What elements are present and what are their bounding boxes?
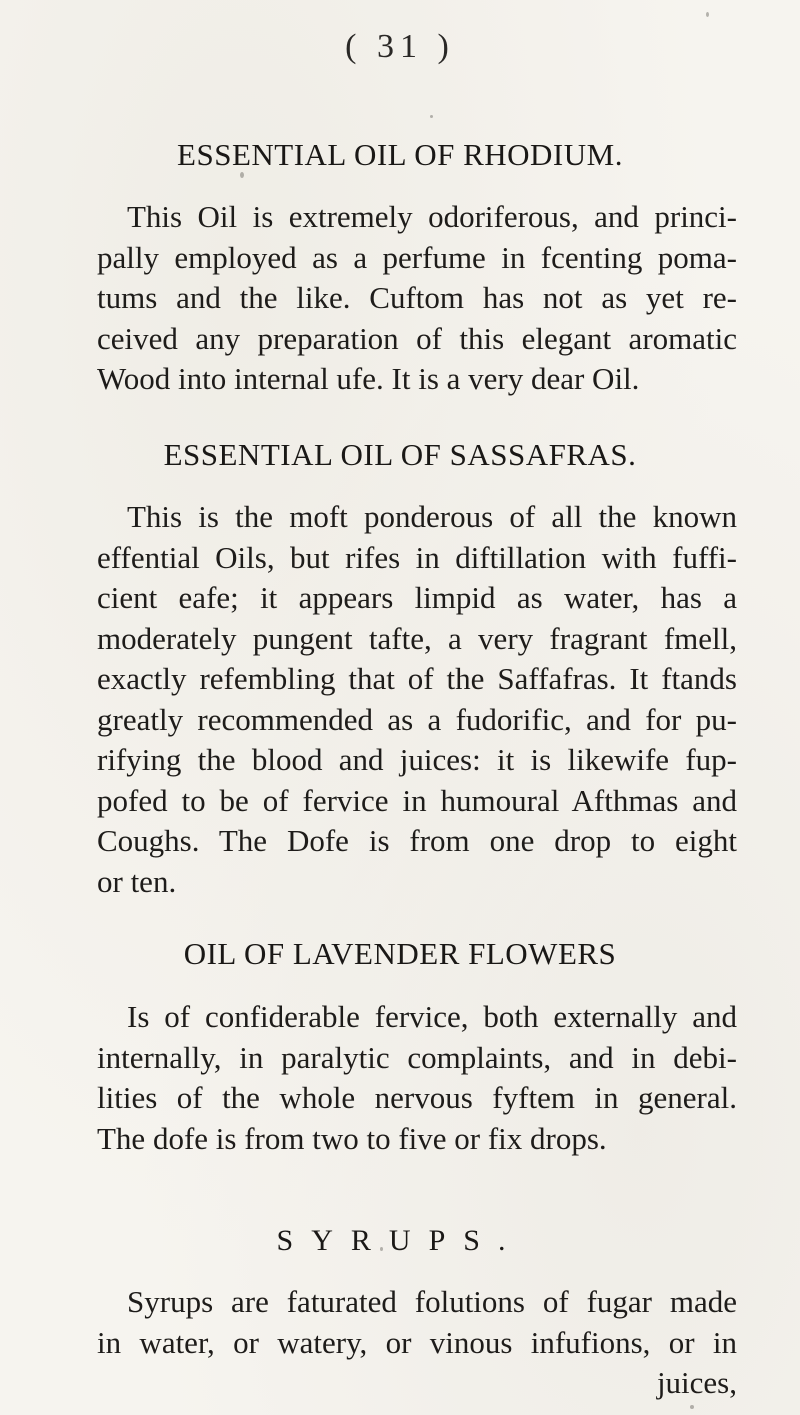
text-line: in water, or watery, or vinous infufions, or in xyxy=(97,1324,737,1360)
paper-speck xyxy=(690,1405,694,1409)
text-line: tums and the like. Cuftom has not as yet re- xyxy=(97,280,737,315)
paper-speck xyxy=(430,115,433,118)
text-line: Coughs. The Dofe is from one drop to eight xyxy=(97,823,737,858)
section-body-sassafras xyxy=(97,497,737,902)
text-line: Syrups are faturated folutions of fugar made xyxy=(127,1284,737,1319)
section-heading-syrups: SYRUPS. xyxy=(276,1224,524,1257)
text-line: rifying the blood and juices: it is likewife fup- xyxy=(97,742,737,777)
text-line: effential Oils, but rifes in diftillation with fuffi- xyxy=(97,539,737,575)
text-line: pally employed as a perfume in fcenting poma- xyxy=(97,239,737,275)
text-line: greatly recommended as a fudorific, and for pu- xyxy=(97,701,737,737)
text-line: pofed to be of fervice in humoural Afthmas and xyxy=(97,782,737,818)
text-line: Is of confiderable fervice, both externally and xyxy=(127,999,737,1034)
text-line: internally, in paralytic complaints, and in debi- xyxy=(97,1039,737,1075)
paper-speck xyxy=(380,1247,383,1251)
section-heading-sassafras: ESSENTIAL OIL OF SASSAFRAS. xyxy=(163,437,637,472)
section-heading-lavender: OIL OF LAVENDER FLOWERS xyxy=(183,936,617,971)
text-line: ceived any preparation of this elegant aromatic xyxy=(97,320,737,356)
page-number: ( 31 ) xyxy=(345,28,455,65)
text-line: exactly refembling that of the Saffafras. It ftands xyxy=(97,661,737,696)
text-line: This Oil is extremely odoriferous, and princi- xyxy=(127,199,737,234)
text-line: The dofe is from two to five or fix drops. xyxy=(97,1120,607,1156)
text-line: juices, xyxy=(656,1365,737,1400)
text-line: cient eafe; it appears limpid as water, has a xyxy=(97,580,737,615)
text-line: This is the moft ponderous of all the known xyxy=(127,499,737,534)
section-body-lavender xyxy=(97,997,737,1159)
paper-speck xyxy=(240,172,244,178)
text-line: or ten. xyxy=(97,863,177,899)
section-heading-rhodium: ESSENTIAL OIL OF RHODIUM. xyxy=(177,137,623,172)
text-line: Wood into internal ufe. It is a very dear Oil. xyxy=(97,361,640,396)
paper-speck xyxy=(706,12,709,17)
section-body-syrups xyxy=(97,1282,737,1404)
section-body-rhodium xyxy=(97,197,737,400)
text-line: lities of the whole nervous fyftem in general. xyxy=(97,1080,737,1115)
text-line: moderately pungent tafte, a very fragrant fmell, xyxy=(97,620,737,656)
